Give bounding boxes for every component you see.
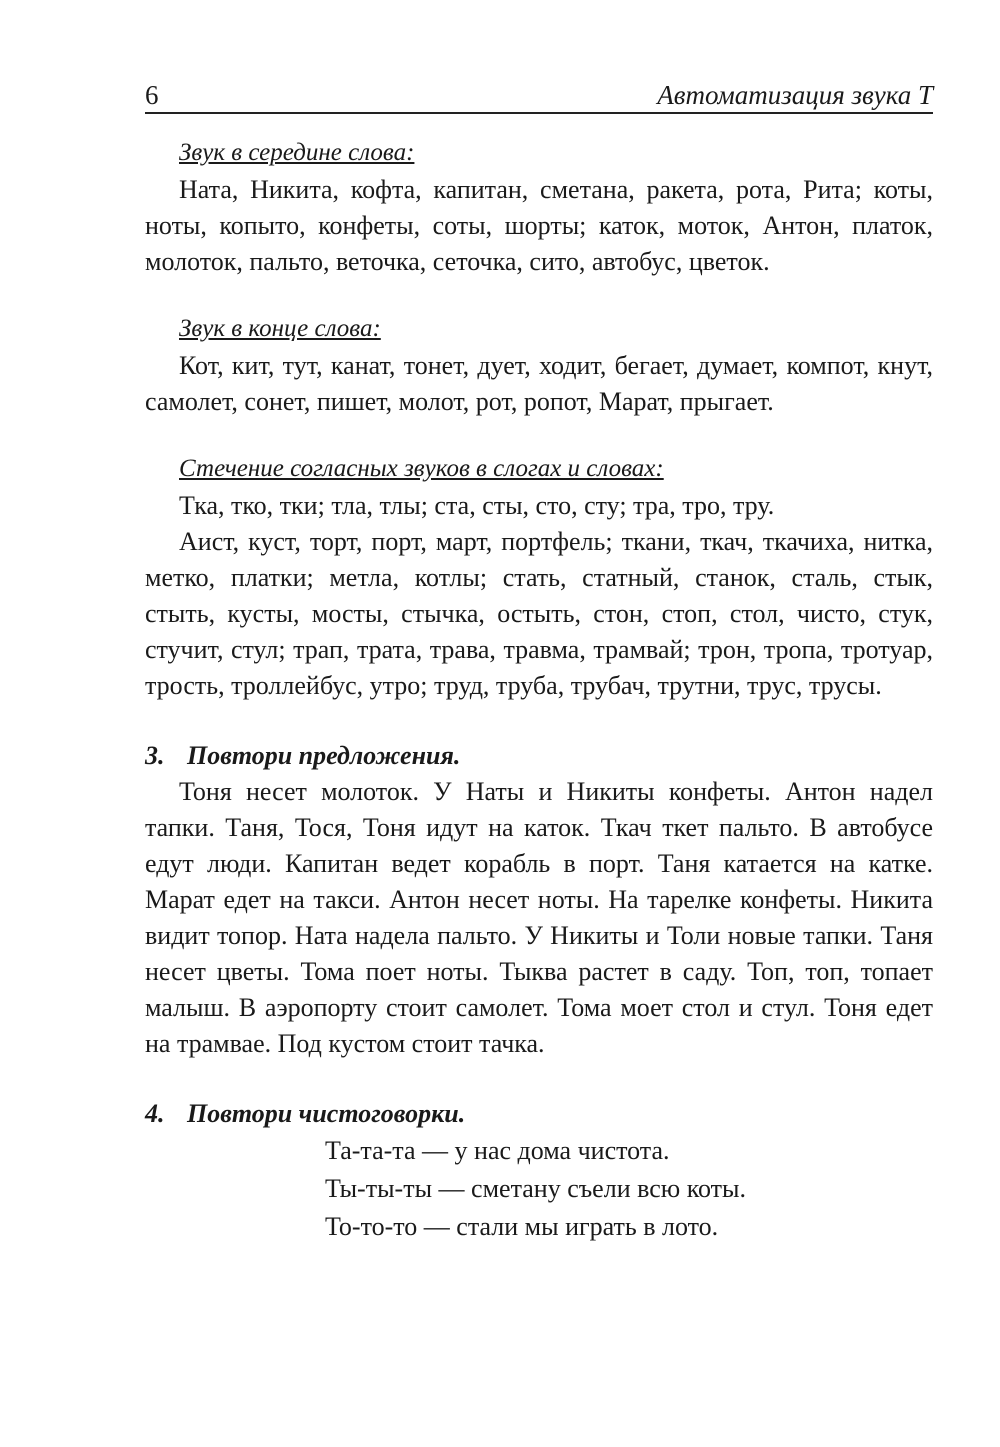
- page-number: 6: [145, 80, 159, 110]
- section-3-number: 3.: [145, 741, 165, 770]
- running-title: Автоматизация звука Т: [657, 80, 933, 110]
- words-middle: Ната, Никита, кофта, капитан, сметана, ракета, рота, Рита; коты, ноты, копыто, конфеты, соты, шорты; каток, моток, Антон, платок, молоток, пальто, веточка, сеточка, сито, автобус, цветок.: [145, 175, 933, 276]
- section-4-label: Повтори чистоговорки.: [187, 1099, 466, 1128]
- subtitle-middle: Звук в середине слова:: [179, 139, 415, 166]
- words-clusters: Аист, куст, торт, порт, март, портфель; ткани, ткач, ткачиха, нитка, метко, платки; метла, котлы; стать, статный, станок, сталь, стык, стыть, кусты, мосты, стычка, остыть, стон, стоп, стол, чисто, стук, стучит, стул; трап, трата, трава, травма, трамвай; трон, тропа, тротуар, трость, троллейбус, утро; труд, труба, трубач, трутни, трус, трусы.: [145, 527, 933, 700]
- section-tongue-twisters: [145, 1096, 933, 1246]
- block-end-of-word: [145, 312, 933, 420]
- subtitle-clusters: Стечение согласных звуков в слогах и словах:: [179, 455, 664, 482]
- page: [145, 70, 933, 1246]
- sentences-text: Тоня несет молоток. У Наты и Никиты конфеты. Антон надел тапки. Таня, Тося, Тоня идут на каток. Ткач ткет пальто. В автобусе едут люди. Капитан ведет корабль в порт. Таня катается на катке. Марат едет на такси. Антон несет ноты. На тарелке конфеты. Никита видит топор. Ната надела пальто. У Никиты и Толи новые тапки. Таня несет цветы. Тома поет ноты. Тыква растет в саду. Топ, топ, топает малыш. В аэропорту стоит самолет. Тома моет стол и стул. Тоня едет на трамвае. Под кустом стоит тачка.: [145, 777, 933, 1058]
- section-4-number: 4.: [145, 1099, 165, 1128]
- section-repeat-sentences: [145, 738, 933, 1062]
- words-end: Кот, кит, тут, канат, тонет, дует, ходит, бегает, думает, компот, кнут, самолет, сонет, пишет, молот, рот, ропот, Марат, прыгает.: [145, 351, 933, 416]
- ditty-line: Та-та-та — у нас дома чистота.: [325, 1136, 670, 1165]
- ditty-line: То-то-то — стали мы играть в лото.: [325, 1212, 719, 1241]
- section-4-title: [145, 1096, 933, 1132]
- section-3-label: Повтори предложения.: [187, 741, 461, 770]
- block-consonant-clusters: [145, 452, 933, 704]
- block-middle-of-word: [145, 136, 933, 280]
- section-3-title: [145, 738, 933, 774]
- subtitle-end: Звук в конце слова:: [179, 315, 381, 342]
- syllables-clusters: Тка, тко, тки; тла, тлы; ста, сты, сто, сту; тра, тро, тру.: [179, 491, 775, 520]
- ditty-line: Ты-ты-ты — сметану съели всю коты.: [325, 1174, 747, 1203]
- page-header: [145, 70, 933, 114]
